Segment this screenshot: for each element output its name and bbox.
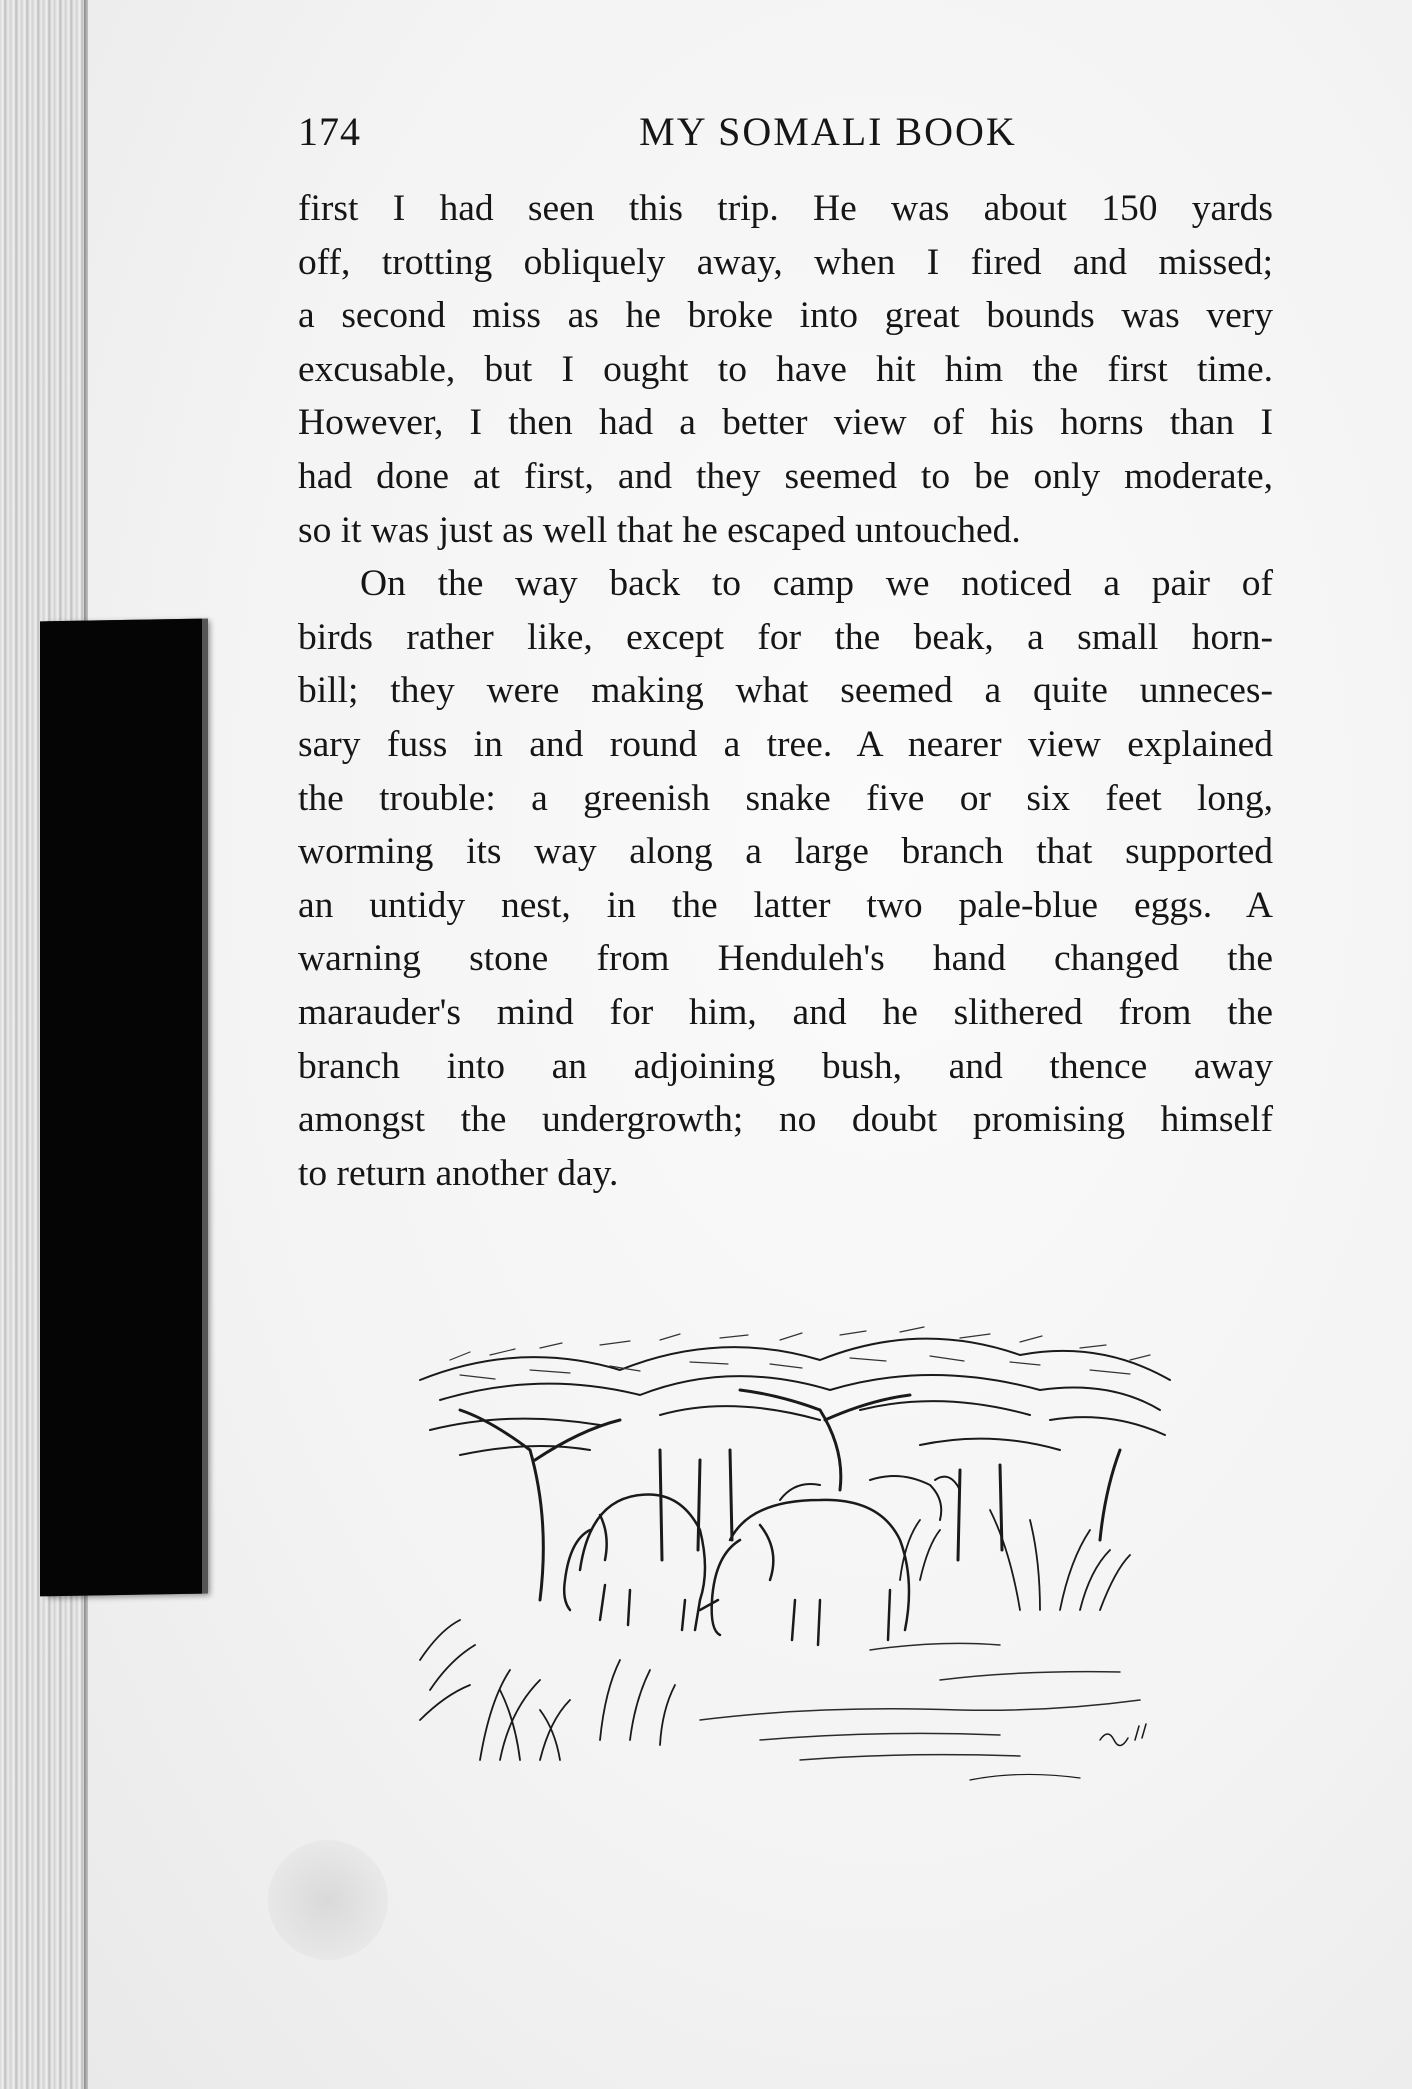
body-text [298, 182, 1273, 1200]
text-line: the trouble: a greenish snake five or six feet long, [298, 777, 1273, 819]
text-line: bill; they were making what seemed a quite unneces- [298, 670, 1273, 712]
elephants-in-bush-engraving-icon [400, 1300, 1180, 1790]
elephant-left [564, 1494, 705, 1630]
text-line: birds rather like, except for the beak, a small horn- [298, 616, 1273, 658]
text-line: warning stone from Henduleh's hand changed the [298, 938, 1273, 980]
text-line: to return another day. [298, 1152, 619, 1194]
book-title: MY SOMALI BOOK [639, 109, 1017, 154]
text-line: sary fuss in and round a tree. A nearer view explained [298, 723, 1273, 765]
text-line: However, I then had a better view of his horns than I [298, 402, 1273, 444]
text-line: excusable, but I ought to have hit him the first time. [298, 348, 1273, 390]
text-line: worming its way along a large branch that supported [298, 831, 1273, 873]
elephant-back [780, 1476, 960, 1520]
text-line: a second miss as he broke into great bounds was very [298, 295, 1273, 337]
page-number: 174 [298, 109, 361, 154]
text-line: marauder's mind for him, and he slithered from the [298, 991, 1273, 1033]
text-line: amongst the undergrowth; no doubt promising himself [298, 1099, 1273, 1141]
text-line: had done at first, and they seemed to be only moderate, [298, 455, 1273, 497]
text-line: an untidy nest, in the latter two pale-blue eggs. A [298, 884, 1273, 926]
text-line: off, trotting obliquely away, when I fired and missed; [298, 241, 1273, 283]
text-line: branch into an adjoining bush, and thence away [298, 1045, 1273, 1087]
text-line: so it was just as well that he escaped untouched. [298, 509, 1021, 551]
canopy [420, 1339, 1170, 1455]
page-smudge [268, 1840, 388, 1960]
bookmark-strip [40, 619, 202, 1597]
text-line: first I had seen this trip. He was about 150 yards [298, 188, 1273, 229]
text-line: On the way back to camp we noticed a pair of [360, 563, 1273, 605]
running-head [298, 108, 1278, 164]
